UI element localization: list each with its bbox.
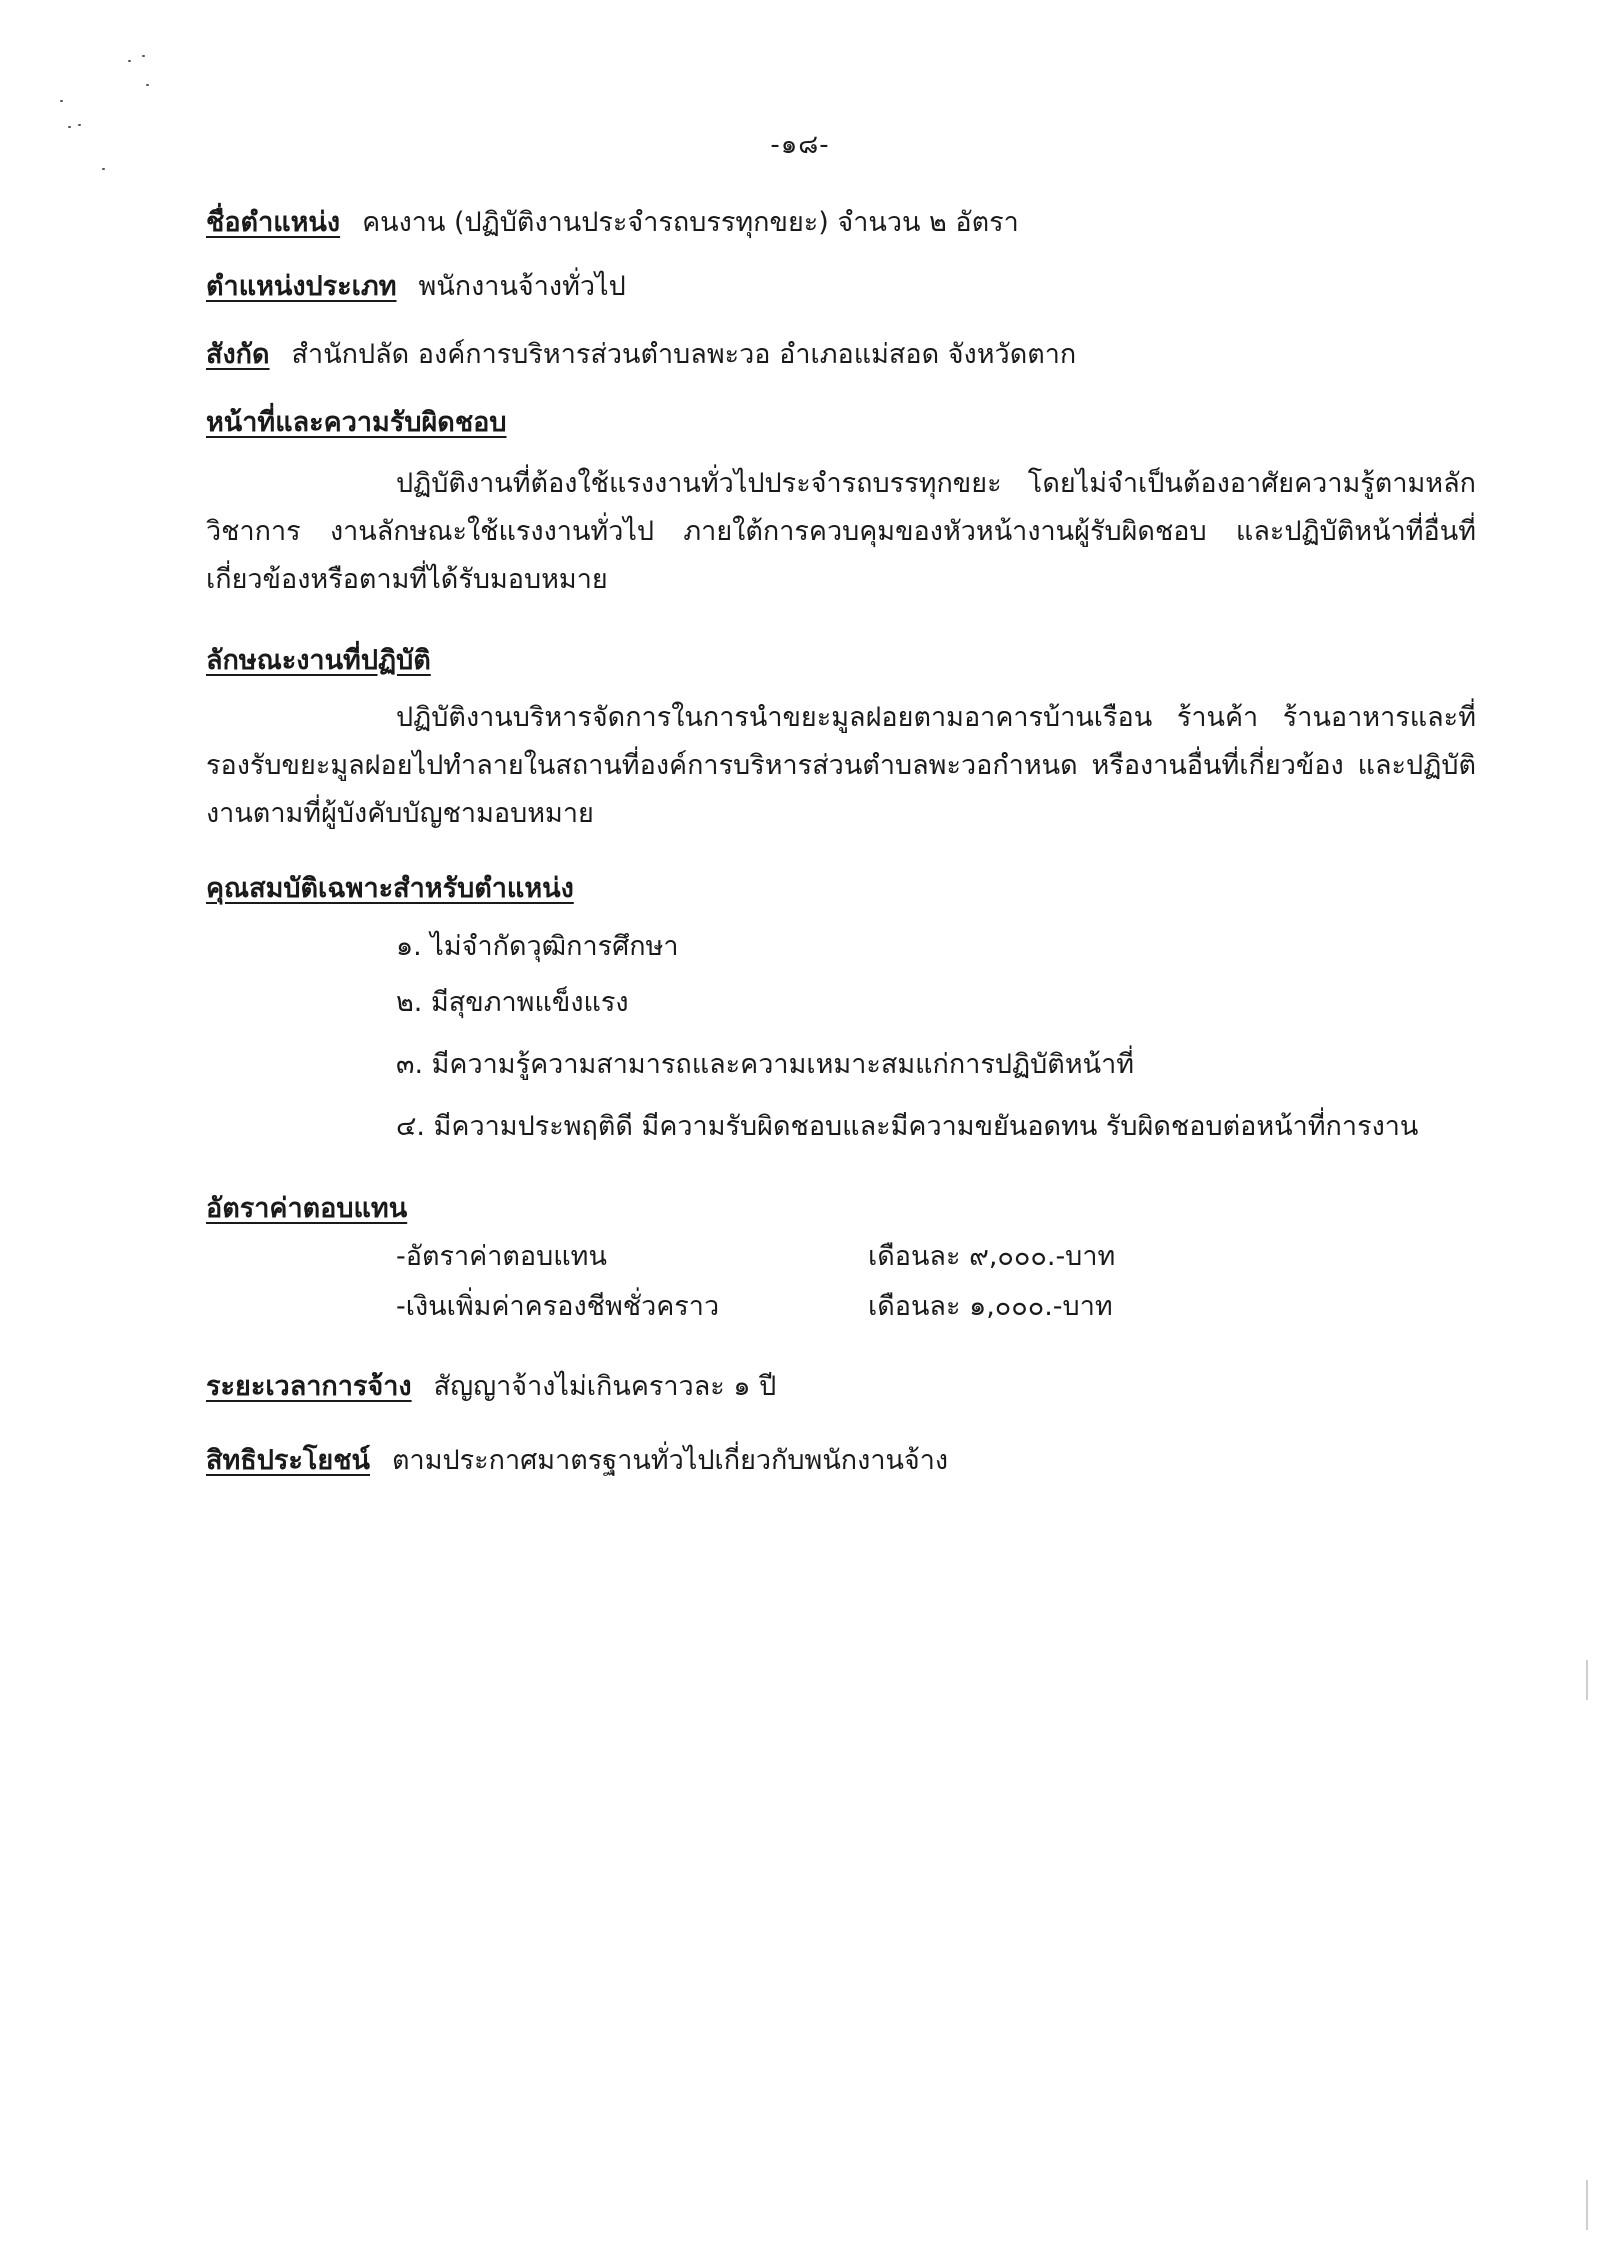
work-nature-paragraph: ปฏิบัติงานบริหารจัดการในการนำขยะมูลฝอยตามอาคารบ้านเรือน ร้านค้า ร้านอาหารและที่รองรับขยะมูลฝอยไปทำลายในสถานที่องค์การบริหารส่วนตำบลพะวอกำหนด หรืองานอื่นที่เกี่ยวข้อง และปฏิบัติงานตามที่ผู้บังคับบัญชามอบหมาย [206,702,1476,829]
position-value: คนงาน (ปฏิบัติงานประจำรถบรรทุกขยะ) จำนวน ๒ อัตรา [362,207,1019,238]
employment-period-line [206,1370,776,1404]
duties-paragraph: ปฏิบัติงานที่ต้องใช้แรงงานทั่วไปประจำรถบรรทุกขยะ โดยไม่จำเป็นต้องอาศัยความรู้ตามหลักวิชาการ งานลักษณะใช้แรงงานทั่วไป ภายใต้การควบคุมของหัวหน้างานผู้รับผิดชอบ และปฏิบัติหน้าที่อื่นที่เกี่ยวข้องหรือตามที่ได้รับมอบหมาย [206,468,1476,595]
affiliation-label: สังกัด [206,339,270,370]
position-line [206,206,1019,240]
benefits-value: ตามประกาศมาตรฐานทั่วไปเกี่ยวกับพนักงานจ้าง [392,1445,949,1476]
scan-edge-mark [1586,1660,1588,1700]
benefits-label: สิทธิประโยชน์ [206,1445,371,1476]
qualification-item: ๒. มีสุขภาพแข็งแรง [396,987,629,1018]
employment-period-label: ระยะเวลาการจ้าง [206,1371,412,1402]
position-type-label: ตำแหน่งประเภท [206,271,397,302]
position-label: ชื่อตำแหน่ง [206,207,341,238]
page-number: -๑๘- [770,130,830,160]
compensation-row-label: -เงินเพิ่มค่าครองชีพชั่วคราว [396,1291,720,1322]
compensation-row-amount: เดือนละ ๙,๐๐๐.-บาท [868,1241,1116,1272]
scan-edge-mark [1586,2180,1588,2230]
scan-speck [142,55,145,57]
affiliation-line [206,338,1076,372]
qualifications-heading: คุณสมบัติเฉพาะสำหรับตำแหน่ง [206,873,574,904]
work-nature-heading: ลักษณะงานที่ปฏิบัติ [206,645,431,676]
benefits-line [206,1444,948,1478]
qualification-item: ๑. ไม่จำกัดวุฒิการศึกษา [396,931,679,962]
affiliation-value: สำนักปลัด องค์การบริหารส่วนตำบลพะวอ อำเภอแม่สอด จังหวัดตาก [291,339,1077,370]
position-type-value: พนักงานจ้างทั่วไป [418,271,626,302]
qualification-item: ๔. มีความประพฤติดี มีความรับผิดชอบและมีความขยันอดทน รับผิดชอบต่อหน้าที่การงาน [396,1111,1419,1142]
qualification-item: ๓. มีความรู้ความสามารถและความเหมาะสมแก่การปฏิบัติหน้าที่ [396,1049,1135,1080]
employment-period-value: สัญญาจ้างไม่เกินคราวละ ๑ ปี [433,1371,777,1402]
compensation-row-label: -อัตราค่าตอบแทน [396,1241,607,1272]
scan-speck [128,60,131,62]
scan-speck [60,100,63,102]
position-type-line [206,270,626,304]
duties-heading: หน้าที่และความรับผิดชอบ [206,407,507,438]
compensation-heading: อัตราค่าตอบแทน [206,1193,408,1224]
scan-speck [102,168,105,170]
scan-speck [146,84,149,86]
compensation-row-amount: เดือนละ ๑,๐๐๐.-บาท [868,1291,1113,1322]
